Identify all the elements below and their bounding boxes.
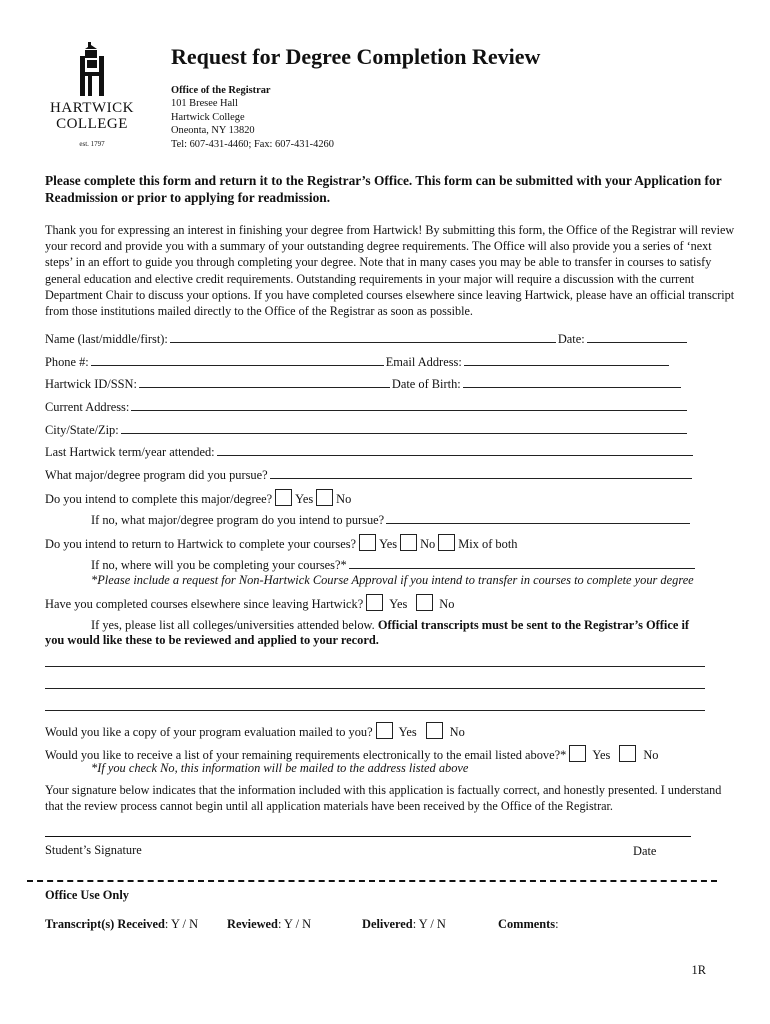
colleges-line-3[interactable]: [45, 710, 705, 711]
return-yes-checkbox[interactable]: [359, 534, 376, 551]
complete-major-row: [45, 489, 351, 507]
last-term-row: [45, 444, 695, 460]
logo-name-line2: COLLEGE: [56, 116, 128, 132]
last-term-label: Last Hartwick term/year attended:: [45, 445, 215, 459]
page-title: Request for Degree Completion Review: [171, 44, 541, 69]
complete-major-no-checkbox[interactable]: [316, 489, 333, 506]
electronic-question: Would you like to receive a list of your remaining requirements electronically to the email listed above?*: [45, 748, 567, 762]
comments-value: :: [555, 917, 559, 931]
delivered-value: : Y / N: [412, 917, 446, 931]
reviewed: [227, 916, 311, 932]
elsewhere-no-checkbox[interactable]: [416, 594, 433, 611]
phone-field[interactable]: [91, 354, 384, 366]
if-no-major-field[interactable]: [386, 512, 690, 524]
yes-label: Yes: [398, 725, 417, 739]
yes-label: Yes: [389, 597, 408, 611]
elsewhere-question: Have you completed courses elsewhere since leaving Hartwick?: [45, 597, 364, 611]
reviewed-value: : Y / N: [277, 917, 312, 931]
return-row: [45, 534, 517, 552]
signature-statement: Your signature below indicates that the information included with this application is factually correct, and honestly presented. I understand that the review process cannot begin until all application materials have been received by the Office of the Registrar.: [45, 783, 722, 813]
no-label: No: [643, 748, 659, 762]
no-label: No: [420, 537, 436, 551]
where-field[interactable]: [349, 557, 695, 569]
return-mix-checkbox[interactable]: [438, 534, 455, 551]
address-row: [45, 399, 689, 415]
id-label: Hartwick ID/SSN:: [45, 377, 137, 391]
tower-logo-icon: [79, 42, 105, 96]
yes-label: Yes: [295, 492, 314, 506]
copy-question: Would you like a copy of your program evaluation mailed to you?: [45, 725, 373, 739]
office-address-block: [171, 84, 334, 151]
dob-label: Date of Birth:: [391, 377, 461, 391]
logo-est: est. 1797: [79, 140, 105, 148]
intro-instructions: Please complete this form and return it to the Registrar’s Office. This form can be submitted with your Application for Readmission or prior to applying for readmission.: [45, 173, 722, 205]
reviewed-label: Reviewed: [227, 917, 278, 931]
yes-label: Yes: [379, 537, 398, 551]
office-heading: Office of the Registrar: [171, 85, 271, 96]
comments: [498, 916, 559, 932]
email-field[interactable]: [464, 354, 669, 366]
no-label: No: [439, 597, 455, 611]
office-use-heading: Office Use Only: [45, 888, 129, 902]
complete-major-yes-checkbox[interactable]: [275, 489, 292, 506]
if-no-major-label: If no, what major/degree program do you intend to pursue?: [91, 513, 385, 527]
colleges-line-1[interactable]: [45, 666, 705, 667]
colleges-line-2[interactable]: [45, 688, 705, 689]
name-field[interactable]: [170, 331, 556, 343]
signature-line[interactable]: [45, 836, 691, 837]
yes-label: Yes: [592, 748, 611, 762]
major-label: What major/degree program did you pursue?: [45, 468, 268, 482]
college-logo: [36, 42, 148, 154]
elsewhere-row: [45, 594, 454, 612]
where-label: If no, where will you be completing your courses?*: [91, 558, 347, 572]
list-instructions-line1: [91, 617, 689, 633]
page-number: 1R: [691, 963, 706, 977]
electronic-yes-checkbox[interactable]: [569, 745, 586, 762]
phone-label: Phone #:: [45, 355, 89, 369]
office-line: Hartwick College: [171, 111, 245, 123]
name-date-row: [45, 331, 689, 347]
list-bold-1: Official transcripts must be sent to the Registrar’s Office if: [377, 618, 690, 632]
id-field[interactable]: [139, 376, 390, 388]
electronic-note: *If you check No, this information will be mailed to the address listed above: [91, 761, 469, 775]
mix-label: Mix of both: [458, 537, 518, 551]
office-line: 101 Bresee Hall: [171, 98, 238, 110]
logo-wordmark: [36, 100, 148, 132]
date-field[interactable]: [587, 331, 687, 343]
major-row: [45, 467, 694, 483]
city-field[interactable]: [121, 422, 687, 434]
copy-yes-checkbox[interactable]: [376, 722, 393, 739]
elsewhere-yes-checkbox[interactable]: [366, 594, 383, 611]
copy-no-checkbox[interactable]: [426, 722, 443, 739]
delivered: [362, 916, 446, 932]
transcripts-value: : Y / N: [164, 917, 199, 931]
date-label: Date:: [557, 332, 585, 346]
city-row: [45, 422, 689, 438]
complete-major-question: Do you intend to complete this major/degree?: [45, 492, 273, 506]
name-label: Name (last/middle/first):: [45, 332, 168, 346]
copy-row: [45, 722, 465, 740]
return-no-checkbox[interactable]: [400, 534, 417, 551]
where-row: [91, 557, 697, 573]
list-instructions-line2: you would like these to be reviewed and applied to your record.: [45, 633, 379, 647]
where-note: *Please include a request for Non-Hartwick Course Approval if you intend to transfer in courses to complete your degree: [91, 573, 694, 587]
dob-field[interactable]: [463, 376, 681, 388]
logo-name-line1: HARTWICK: [50, 100, 134, 116]
address-label: Current Address:: [45, 400, 130, 414]
last-term-field[interactable]: [217, 444, 693, 456]
list-prefix: If yes, please list all colleges/universities attended below.: [91, 618, 378, 632]
electronic-no-checkbox[interactable]: [619, 745, 636, 762]
office-line: Oneonta, NY 13820: [171, 125, 255, 137]
intro-paragraph: Thank you for expressing an interest in finishing your degree from Hartwick! By submitting this form, the Office of the Registrar will review your record and provide you with a summary of your outstanding degree requirements. The Office will also provide you a series of ‘next steps’ in an effort to guide you through completing your degree. Note that in many cases you may be able to transfer in courses to satisfy general education and elective credit requirements. Outstanding requirements in your major will require a discussion with the current Department Chair to discuss your options. If you have completed courses elsewhere since leaving Hartwick, please have an official transcript from those institutions mailed directly to the Office of the Registrar as soon as possible.: [45, 223, 735, 319]
office-use-divider: [27, 880, 717, 882]
no-label: No: [336, 492, 352, 506]
student-signature-label: Student’s Signature: [45, 843, 142, 857]
comments-label: Comments: [498, 917, 556, 931]
phone-email-row: [45, 354, 671, 370]
if-no-major-row: [91, 512, 692, 528]
signature-date-label: Date: [633, 844, 657, 858]
major-field[interactable]: [270, 467, 692, 479]
address-field[interactable]: [131, 399, 687, 411]
no-label: No: [449, 725, 465, 739]
transcripts-label: Transcript(s) Received: [45, 917, 165, 931]
city-label: City/State/Zip:: [45, 423, 119, 437]
office-line: Tel: 607-431-4460; Fax: 607-431-4260: [171, 138, 334, 150]
id-dob-row: [45, 376, 683, 392]
email-label: Email Address:: [385, 355, 462, 369]
return-question: Do you intend to return to Hartwick to complete your courses?: [45, 537, 357, 551]
transcripts-received: [45, 916, 198, 932]
delivered-label: Delivered: [362, 917, 413, 931]
